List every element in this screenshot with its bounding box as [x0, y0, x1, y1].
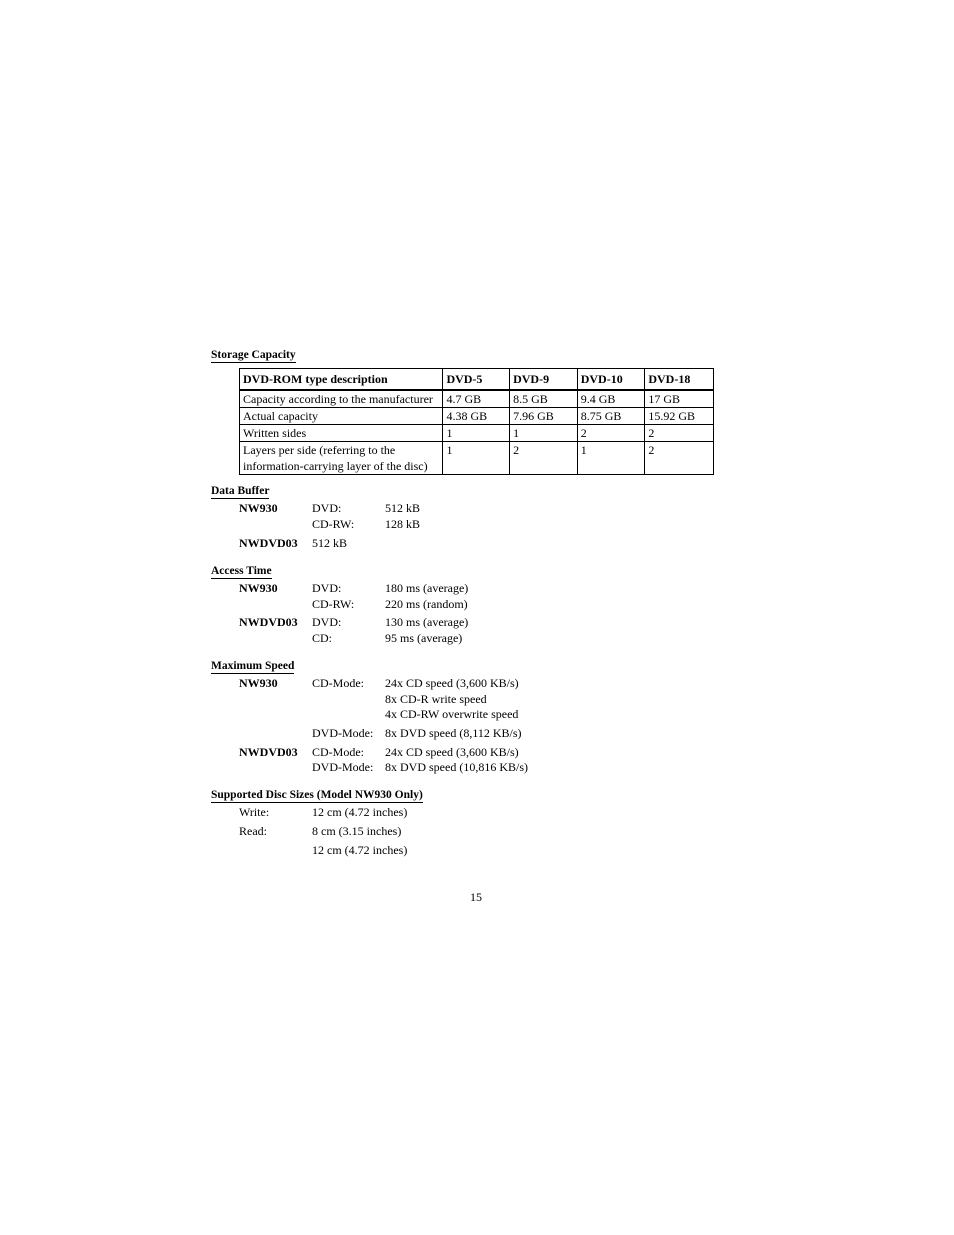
table-cell: 2: [510, 442, 578, 475]
table-header-cell: DVD-ROM type description: [240, 369, 443, 391]
table-cell: Capacity according to the manufacturer: [240, 390, 443, 408]
table-header-cell: DVD-18: [645, 369, 714, 391]
table-cell: 17 GB: [645, 390, 714, 408]
spec-value: 8x DVD speed (10,816 KB/s): [385, 760, 528, 774]
table-cell: 15.92 GB: [645, 408, 714, 425]
table-cell: Layers per side (referring to the information-carrying layer of the disc): [240, 442, 443, 475]
table-cell: 2: [645, 442, 714, 475]
spec-label: DVD:: [312, 501, 342, 515]
spec-label: CD-Mode:: [312, 745, 364, 759]
spec-label: DVD:: [312, 581, 342, 595]
spec-value: 8x CD-R write speed: [385, 692, 487, 706]
data-buffer-heading: Data Buffer: [211, 485, 270, 497]
spec-value: 95 ms (average): [385, 631, 463, 645]
maximum-speed-heading: Maximum Speed: [211, 660, 295, 672]
table-cell: 1: [443, 425, 510, 442]
spec-label: CD-RW:: [312, 597, 355, 611]
table-cell: 2: [645, 425, 714, 442]
table-row: [240, 425, 714, 442]
spec-label: DVD-Mode:: [312, 726, 374, 740]
disc-sizes-heading: Supported Disc Sizes (Model NW930 Only): [211, 789, 423, 801]
table-row: [240, 442, 714, 475]
spec-label: DVD:: [312, 615, 342, 629]
spec-label: CD-RW:: [312, 517, 355, 531]
storage-capacity-table: [239, 368, 714, 475]
spec-value: 512 kB: [385, 501, 421, 515]
spec-value: 130 ms (average): [385, 615, 469, 629]
access-time-heading: Access Time: [211, 565, 272, 577]
model-label: NWDVD03: [239, 745, 298, 759]
spec-value: 128 kB: [385, 517, 421, 531]
table-header-cell: DVD-10: [577, 369, 645, 391]
table-cell: Written sides: [240, 425, 443, 442]
spec-value: 24x CD speed (3,600 KB/s): [385, 676, 519, 690]
spec-label: CD:: [312, 631, 333, 645]
spec-value: 4x CD-RW overwrite speed: [385, 707, 519, 721]
spec-value: 220 ms (random): [385, 597, 468, 611]
table-header-row: [240, 369, 714, 391]
model-label: NWDVD03: [239, 536, 298, 550]
table-cell: 4.7 GB: [443, 390, 510, 408]
model-label: NW930: [239, 501, 278, 515]
table-row: [240, 390, 714, 408]
spec-label: CD-Mode:: [312, 676, 364, 690]
table-header-cell: DVD-9: [510, 369, 578, 391]
table-cell: 2: [577, 425, 645, 442]
model-label: NW930: [239, 581, 278, 595]
spec-value: 24x CD speed (3,600 KB/s): [385, 745, 519, 759]
spec-label: Read:: [239, 824, 267, 838]
table-cell: 7.96 GB: [510, 408, 578, 425]
table-cell: Actual capacity: [240, 408, 443, 425]
table-header-cell: DVD-5: [443, 369, 510, 391]
table-cell: 1: [577, 442, 645, 475]
table-row: [240, 408, 714, 425]
spec-label: Write:: [239, 805, 270, 819]
model-label: NWDVD03: [239, 615, 298, 629]
spec-value: 512 kB: [312, 536, 348, 550]
spec-value: 180 ms (average): [385, 581, 469, 595]
spec-value: 12 cm (4.72 inches): [312, 805, 408, 819]
spec-value: 8 cm (3.15 inches): [312, 824, 402, 838]
spec-value: 8x DVD speed (8,112 KB/s): [385, 726, 522, 740]
model-label: NW930: [239, 676, 278, 690]
table-cell: 9.4 GB: [577, 390, 645, 408]
page-number: 15: [470, 890, 482, 904]
storage-capacity-heading: Storage Capacity: [211, 349, 296, 361]
table-cell: 1: [443, 442, 510, 475]
spec-value: 12 cm (4.72 inches): [312, 843, 408, 857]
spec-label: DVD-Mode:: [312, 760, 374, 774]
table-cell: 4.38 GB: [443, 408, 510, 425]
table-cell: 1: [510, 425, 578, 442]
table-cell: 8.75 GB: [577, 408, 645, 425]
table-cell: 8.5 GB: [510, 390, 578, 408]
